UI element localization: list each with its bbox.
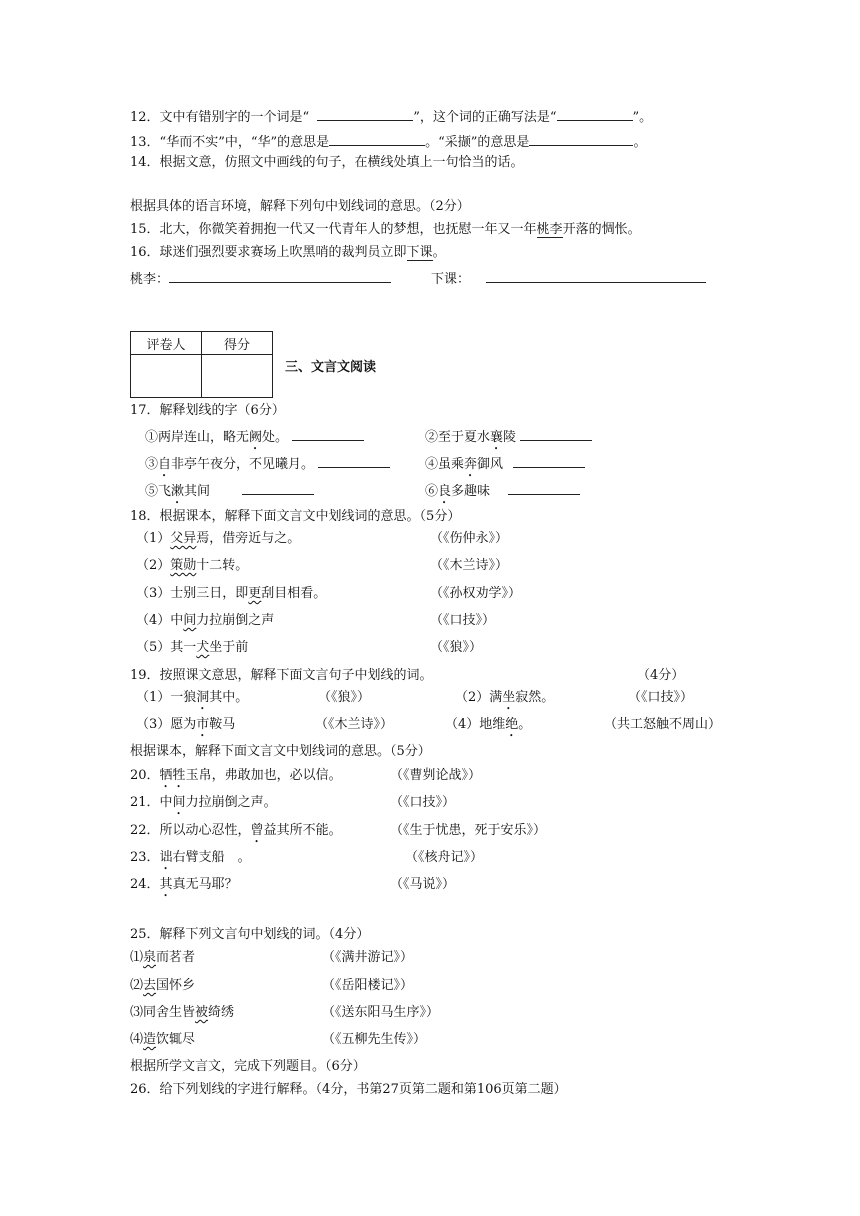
question-17-title: 17．解释划线的字（6分） <box>130 403 285 418</box>
answer-blank[interactable] <box>292 426 364 441</box>
marked-word: 间 <box>183 613 197 628</box>
source: （《送东阳马生序》） <box>322 1005 440 1020</box>
question-19-title: 19．按照课文意思，解释下面文言句子中划线的词。 <box>130 668 433 683</box>
q17-item: ④虽乘奔御风 <box>425 453 585 480</box>
source: （共工怒触不周山） <box>604 717 722 732</box>
marked-char: 绝 <box>505 717 519 732</box>
source: （《五柳先生传》） <box>322 1032 427 1047</box>
underlined-word: 下课 <box>406 245 433 260</box>
q19-item: （2）满坐寂然。 <box>455 690 555 705</box>
score-cell[interactable] <box>202 355 273 398</box>
question-13: 13．“华而不实”中，“华”的意思是 。“采撷”的意思是 。 <box>130 131 646 152</box>
q18-item: （1）父异焉，借旁近与之。 <box>136 531 301 546</box>
marked-word: 犬 <box>196 640 210 655</box>
source: （《生于忧患，死于安乐》） <box>390 823 547 838</box>
answer-blank[interactable] <box>520 426 592 441</box>
answer-blank[interactable] <box>508 480 580 495</box>
marked-char: 襄 <box>490 430 504 445</box>
marked-char: 泉 <box>143 950 157 965</box>
source: （《伤仲永》） <box>430 531 509 546</box>
marked-char: 自 <box>158 457 172 472</box>
answer-blank[interactable] <box>486 268 706 283</box>
marked-word: 牺牲 <box>159 768 186 783</box>
q25-item: ⑷造饮辄尽 <box>130 1032 196 1047</box>
source: （《岳阳楼记》） <box>322 978 414 993</box>
q18-item: （2）策勋十二转。 <box>136 558 249 573</box>
question-20: 20．牺牲玉帛，弗敢加也，必以信。 <box>130 768 342 783</box>
question-25-title: 25．解释下列文言句中划线的词。（4分） <box>130 927 370 942</box>
marked-word: 更 <box>248 586 262 601</box>
marked-char: 奔 <box>464 457 478 472</box>
source: （《马说》） <box>390 877 456 892</box>
source: （《口技》） <box>390 795 456 810</box>
source: （《木兰诗》） <box>430 558 509 573</box>
q19-item: （3）愿为市鞍马 <box>136 717 236 732</box>
answer-blank[interactable] <box>513 453 585 468</box>
instruction: 根据所学文言文，完成下列题目。（6分） <box>130 1059 366 1074</box>
marked-word: 父异 <box>170 531 197 546</box>
source: （《木兰诗》） <box>315 717 394 732</box>
marked-char: 漱 <box>171 484 185 499</box>
marked-char: 阙 <box>249 430 263 445</box>
question-14: 14．根据文意，仿照文中画线的句子，在横线处填上一句恰当的话。 <box>130 155 524 170</box>
marked-char: 洞 <box>196 690 210 705</box>
question-26: 26．给下列划线的字进行解释。（4分，书第27页第二题和第106页第二题） <box>130 1082 567 1097</box>
q17-item: ③自非亭午夜分，不见曦月。 <box>145 453 390 480</box>
source: （《满井游记》） <box>322 950 414 965</box>
question-21: 21．中间力拉崩倒之声。 <box>130 795 277 810</box>
marked-char: 市 <box>196 717 210 732</box>
q18-item: （4）中间力拉崩倒之声 <box>136 613 275 628</box>
instruction: 根据具体的语言环境，解释下列句中划线词的意思。（2分） <box>130 199 470 214</box>
answer-blank[interactable] <box>329 131 425 146</box>
marked-char: 造 <box>143 1032 157 1047</box>
marked-char: 曾 <box>250 823 264 838</box>
score-table <box>130 331 273 398</box>
source: （《核舟记》） <box>405 850 484 865</box>
answer-blank[interactable] <box>242 480 314 495</box>
grader-cell[interactable] <box>131 355 202 398</box>
source: （《狼》） <box>318 690 371 705</box>
answer-blank[interactable] <box>317 106 413 121</box>
marked-char: 其 <box>159 877 173 892</box>
score-header: 得分 <box>202 332 273 355</box>
q17-item: ②至于夏水襄陵 <box>425 426 592 453</box>
marked-char: 良 <box>438 484 452 499</box>
marked-char: 坐 <box>502 690 516 705</box>
source: （《口技》） <box>628 690 694 705</box>
score-note: （4分） <box>637 668 685 683</box>
marked-word: 策勋 <box>170 558 197 573</box>
underlined-word: 桃李 <box>536 222 563 237</box>
question-23: 23．诎右臂支船 。 <box>130 850 251 865</box>
source: （《曹刿论战》） <box>390 768 482 783</box>
answer-blank[interactable] <box>529 131 633 146</box>
q19-item: （4）地维绝。 <box>445 717 532 732</box>
marked-char: 被 <box>195 1005 209 1020</box>
q25-item: ⑶同舍生皆被绮绣 <box>130 1005 235 1020</box>
question-24: 24．其真无马耶？ <box>130 877 238 892</box>
answer-blank[interactable] <box>557 106 633 121</box>
q25-item: ⑴泉而茗者 <box>130 950 196 965</box>
grader-header: 评卷人 <box>131 332 202 355</box>
instruction: 根据课本，解释下面文言文中划线词的意思。（5分） <box>130 744 431 759</box>
question-15: 15．北大，你微笑着拥抱一代又一代青年人的梦想，也抚慰一年又一年桃李开落的惆怅。 <box>130 222 641 237</box>
q17-item: ⑤飞漱其间 <box>145 480 314 507</box>
question-16: 16．球迷们强烈要求赛场上吹黑哨的裁判员立即下课。 <box>130 245 446 260</box>
section-title: 三、文言文阅读 <box>285 360 377 375</box>
source: （《孙权劝学》） <box>430 586 522 601</box>
question-22: 22．所以动心忍性，曾益其所不能。 <box>130 823 342 838</box>
marked-char: 诎 <box>159 850 173 865</box>
question-12: 12．文中有错别字的一个词是“ ”，这个词的正确写法是“ ”。 <box>130 106 652 127</box>
marked-char: 间 <box>172 795 186 810</box>
source: （《口技》） <box>430 613 496 628</box>
source: （《狼》） <box>430 640 483 655</box>
answer-blank[interactable] <box>169 268 391 283</box>
q25-item: ⑵去国怀乡 <box>130 978 196 993</box>
q17-item: ⑥良多趣味 <box>425 480 580 507</box>
q18-item: （5）其一犬坐于前 <box>136 640 249 655</box>
q18-item: （3）士别三日，即更刮目相看。 <box>136 586 327 601</box>
q19-item: （1）一狼洞其中。 <box>136 690 249 705</box>
question-18-title: 18．根据课本，解释下面文言文中划线词的意思。（5分） <box>130 509 461 524</box>
marked-char: 去 <box>143 978 157 993</box>
q17-item: ①两岸连山，略无阙处。 <box>145 426 364 453</box>
answer-blank[interactable] <box>318 453 390 468</box>
answer-line: 桃李： 下课： <box>130 268 706 289</box>
